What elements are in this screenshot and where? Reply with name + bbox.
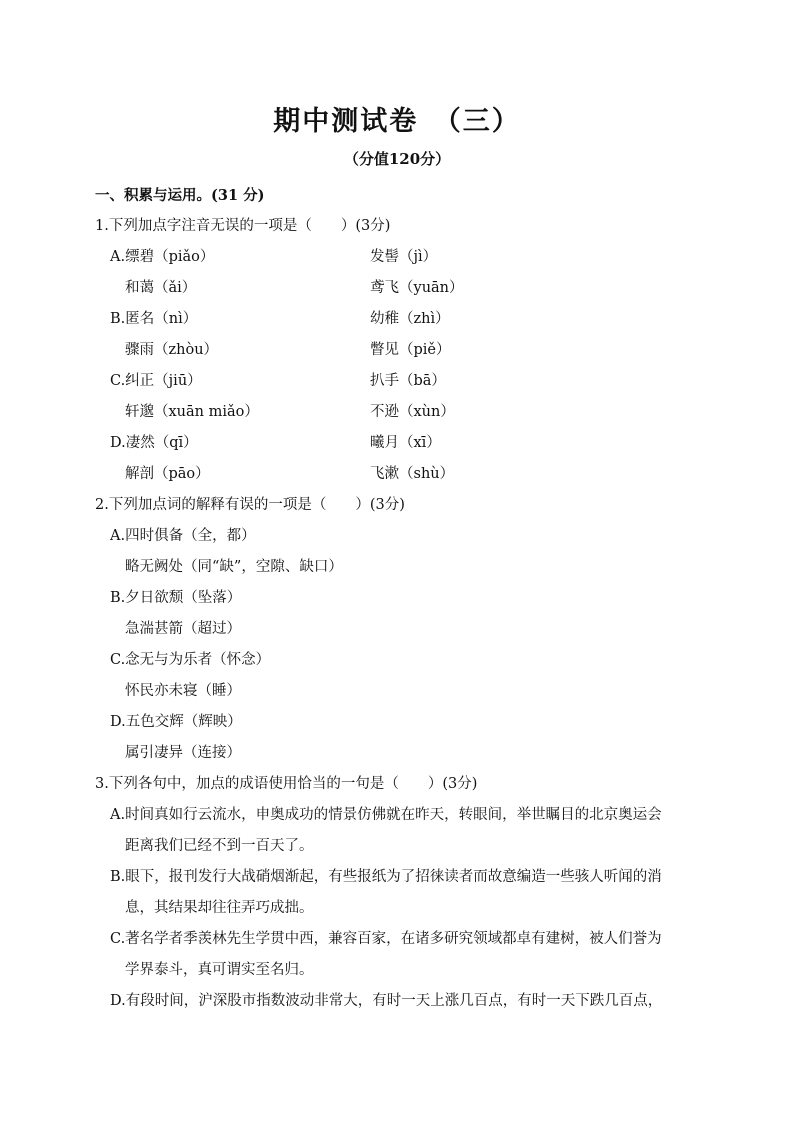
q1-cell: 骤雨（zhòu） bbox=[125, 342, 219, 358]
exam-content bbox=[95, 180, 725, 1017]
question-3-stem: 3.下列各句中，加点的成语使用恰当的一句是（ ）(3分) bbox=[95, 776, 478, 792]
q3-option-a-cont: 距离我们已经不到一百天了。 bbox=[125, 838, 314, 854]
q3-option-b: B.眼下，报刊发行大战硝烟渐起，有些报纸为了招徕读者而故意编造一些骇人听闻的消 bbox=[110, 869, 662, 885]
q1-option-row bbox=[95, 242, 725, 273]
q1-cell: 鸢飞（yuān） bbox=[370, 280, 464, 296]
section-heading: 一、积累与运用。(31 分) bbox=[95, 187, 265, 204]
q2-option: B.夕日欲颓（坠落） bbox=[110, 590, 242, 606]
q2-option: D.五色交辉（辉映） bbox=[110, 714, 242, 730]
q1-option-row bbox=[95, 459, 725, 490]
q1-option-row bbox=[95, 304, 725, 335]
q1-cell: 和蔼（ǎi） bbox=[125, 280, 197, 296]
q1-cell: D.凄然（qī） bbox=[110, 435, 198, 451]
q1-cell: 扒手（bā） bbox=[370, 373, 446, 389]
q3-option-a: A.时间真如行云流水，申奥成功的情景仿佛就在昨天，转眼间，举世瞩目的北京奥运会 bbox=[110, 807, 662, 823]
q2-option: A.四时俱备（全，都） bbox=[110, 528, 256, 544]
q1-cell: 发髻（jì） bbox=[370, 249, 438, 265]
q1-cell: 幼稚（zhì） bbox=[370, 311, 450, 327]
page-title: 期中测试卷 （三） bbox=[273, 106, 521, 137]
q1-cell: 飞漱（shù） bbox=[370, 466, 455, 482]
q1-cell: 不逊（xùn） bbox=[370, 404, 455, 420]
q3-option-d: D.有段时间，沪深股市指数波动非常大，有时一天上涨几百点，有时一天下跌几百点， bbox=[110, 993, 663, 1009]
q1-cell: 曦月（xī） bbox=[370, 435, 441, 451]
q1-option-row bbox=[95, 273, 725, 304]
q2-option: C.念无与为乐者（怀念） bbox=[110, 652, 271, 668]
q1-cell: 瞥见（piě） bbox=[370, 342, 451, 358]
q1-option-row bbox=[95, 397, 725, 428]
q2-option: 急湍甚箭（超过） bbox=[125, 621, 241, 637]
q3-option-b-cont: 息，其结果却往往弄巧成拙。 bbox=[125, 900, 314, 916]
q1-cell: 解剖（pāo） bbox=[125, 466, 210, 482]
question-1-stem: 1.下列加点字注音无误的一项是（ ）(3分) bbox=[95, 218, 391, 234]
q1-option-row bbox=[95, 428, 725, 459]
q1-cell: C.纠正（jiū） bbox=[110, 373, 202, 389]
q1-cell: B.匿名（nì） bbox=[110, 311, 198, 327]
q1-cell: 轩邈（xuān miǎo） bbox=[125, 404, 259, 420]
q3-option-c-cont: 学界泰斗，真可谓实至名归。 bbox=[125, 962, 314, 978]
q1-cell: A.缥碧（piǎo） bbox=[110, 249, 215, 265]
q2-option: 怀民亦未寝（睡） bbox=[125, 683, 241, 699]
question-2-stem: 2.下列加点词的解释有误的一项是（ ）(3分) bbox=[95, 497, 405, 513]
q1-option-row bbox=[95, 335, 725, 366]
q3-option-c: C.著名学者季羡林先生学贯中西，兼容百家，在诸多研究领域都卓有建树，被人们誉为 bbox=[110, 931, 662, 947]
q1-option-row bbox=[95, 366, 725, 397]
q2-option: 略无阙处（同“缺”，空隙、缺口） bbox=[125, 559, 343, 575]
q2-option: 属引凄异（连接） bbox=[125, 745, 241, 761]
score-note: （分值120分） bbox=[343, 150, 451, 168]
